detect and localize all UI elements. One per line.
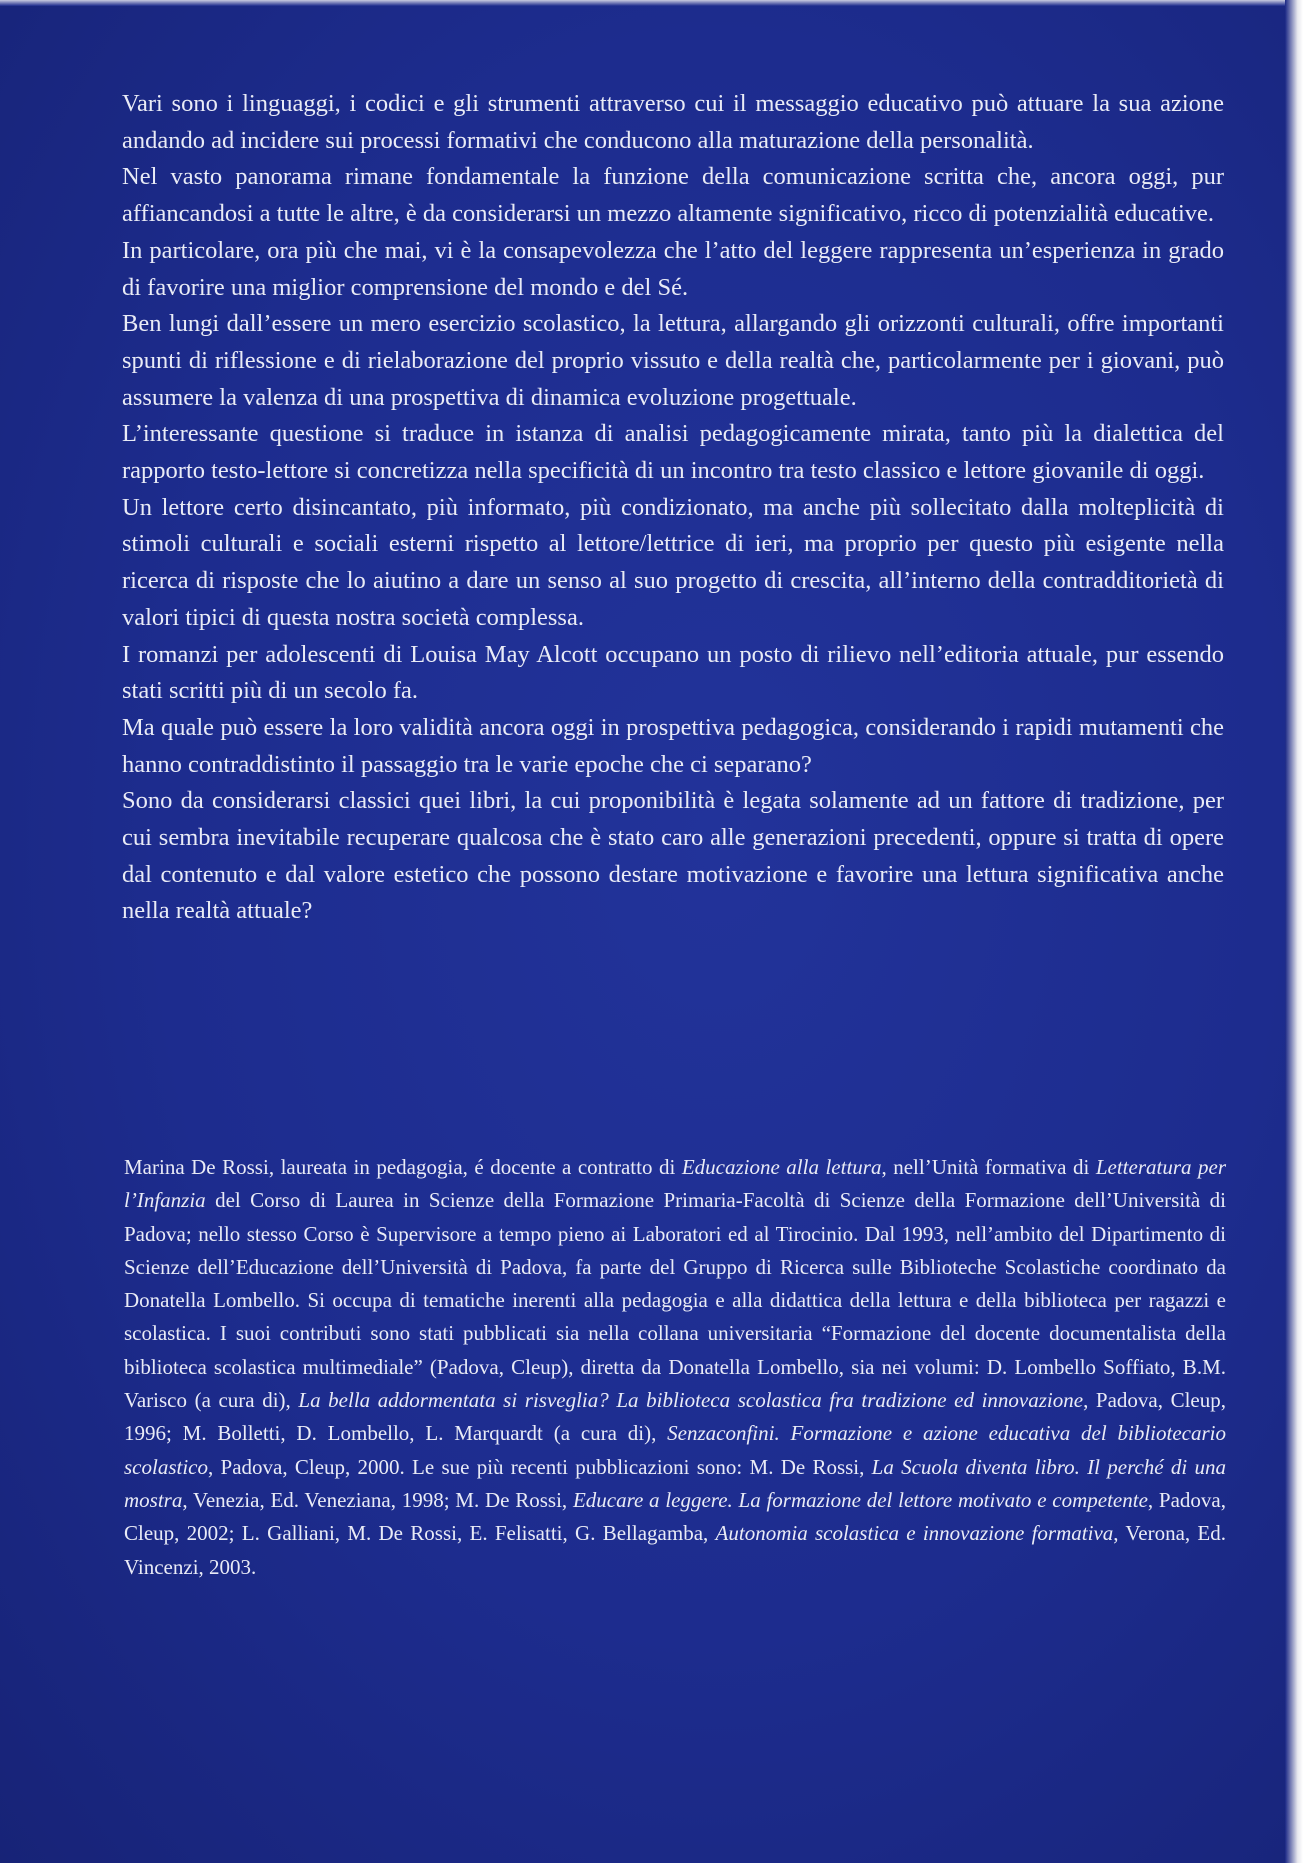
intro-paragraph: Vari sono i linguaggi, i codici e gli strumenti attraverso cui il messaggio educativo può attuare la sua azione andando ad incidere sui processi formativi che conducono alla maturazione della personalità. [122,90,1224,154]
intro-paragraph: Sono da considerarsi classici quei libri, la cui proponibilità è legata solamente ad un fattore di tradizione, per cui sembra inevitabile recuperare qualcosa che è stato caro alle generazioni precedenti, oppure si tratta di opere dal contenuto e dal valore estetico che possono destare motivazione e favorire una lettura significativa anche nella realtà attuale? [122,787,1224,925]
bio-title: La Scuola diventa libro. Il perché di una mostra [124,1454,1226,1512]
intro-text [122,86,1224,930]
intro-paragraph: L’interessante questione si traduce in istanza di analisi pedagogicamente mirata, tanto più la dialettica del rapporto testo-lettore si concretizza nella specificità di un incontro tra testo classico e lettore giovanile di oggi. [122,420,1224,485]
bio-title: Letteratura per l’Infanzia [124,1155,1226,1213]
intro-paragraph: Ben lungi dall’essere un mero esercizio scolastico, la lettura, allargando gli orizzonti culturali, offre importanti spunti di riflessione e di rielaborazione del proprio vissuto e della realtà che, particolarmente per i giovani, può assumere la valenza di una prospettiva di dinamica evoluzione progettuale. [122,310,1224,411]
bio-segment: , nell’Unità formativa di [881,1155,1096,1179]
author-bio [124,1151,1226,1584]
page-right-edge [1285,0,1303,1863]
bio-segment: , Padova, Cleup, 2000. Le sue più recenti pubblicazioni sono: M. De Rossi, [208,1454,872,1479]
bio-title: Educazione alla lettura [681,1155,882,1179]
intro-paragraph: I romanzi per adolescenti di Louisa May Alcott occupano un posto di rilievo nell’editoria attuale, pur essendo stati scritti più di un secolo fa. [122,640,1224,705]
page-top-edge [0,0,1303,6]
bio-segment: , Venezia, Ed. Veneziana, 1998; M. De Rossi, [182,1487,573,1512]
bio-title: Senzaconfini. Formazione e azione educativa del bibliotecario scolastico [124,1421,1226,1479]
intro-paragraph: In particolare, ora più che mai, vi è la consapevolezza che l’atto del leggere rappresenta un’esperienza in grado di favorire una miglior comprensione del mondo e del Sé. [122,236,1224,301]
intro-paragraph: Ma quale può essere la loro validità ancora oggi in prospettiva pedagogica, considerando i rapidi mutamenti che hanno contraddistinto il passaggio tra le varie epoche che ci separano? [122,713,1224,778]
bio-segment: , Padova, Cleup, 2002; L. Galliani, M. De Rossi, E. Felisatti, G. Bellagamba, [124,1487,1226,1546]
bio-title: La bella addormentata si risveglia? La biblioteca scolastica fra tradizione ed innovazione [298,1388,1084,1413]
bio-title: Educare a leggere. La formazione del lettore motivato e competente [572,1487,1148,1512]
intro-paragraph: Nel vasto panorama rimane fondamentale la funzione della comunicazione scritta che, ancora oggi, pur affiancandosi a tutte le altre, è da considerarsi un mezzo altamente significativo, ricco di potenzialità educative. [122,163,1224,228]
bio-segment: , Padova, Cleup, 1996; M. Bolletti, D. Lombello, L. Marquardt (a cura di), [124,1388,1227,1446]
bio-segment: del Corso di Laurea in Scienze della Formazione Primaria-Facoltà di Scienze della Formazione dell’Università di Padova; nello stesso Corso è Supervisore a tempo pieno ai Laboratori ed al Tirocinio. Dal 1993, nell’ambito del Dipartimento di Scienze dell’Educazione dell’Università di Padova, fa parte del Gruppo di Ricerca sulle Biblioteche Scolastiche coordinato da Donatella Lombello. Si occupa di tematiche inerenti alla pedagogia e alla didattica della lettura e della biblioteca per ragazzi e scolastica. I suoi contributi sono stati pubblicati sia nella collana universitaria “Formazione del docente documentalista della biblioteca scolastica multimediale” (Padova, Cleup), diretta da Donatella Lombello, sia nei volumi: D. Lombello Soffiato, B.M. Varisco (a cura di), [124,1188,1226,1413]
intro-paragraph: Un lettore certo disincantato, più informato, più condizionato, ma anche più sollecitato dalla molteplicità di stimoli culturali e sociali esterni rispetto al lettore/lettrice di ieri, ma proprio per questo più esigente nella ricerca di risposte che lo aiutino a dare un senso al suo progetto di crescita, all’interno della contradditorietà di valori tipici di questa nostra società complessa. [122,493,1224,631]
bio-title: Autonomia scolastica e innovazione formativa [715,1521,1114,1546]
bio-segment: Marina De Rossi, laureata in pedagogia, é docente a contratto di [124,1155,682,1179]
bio-segment: , Verona, Ed. Vincenzi, 2003. [124,1521,1226,1579]
